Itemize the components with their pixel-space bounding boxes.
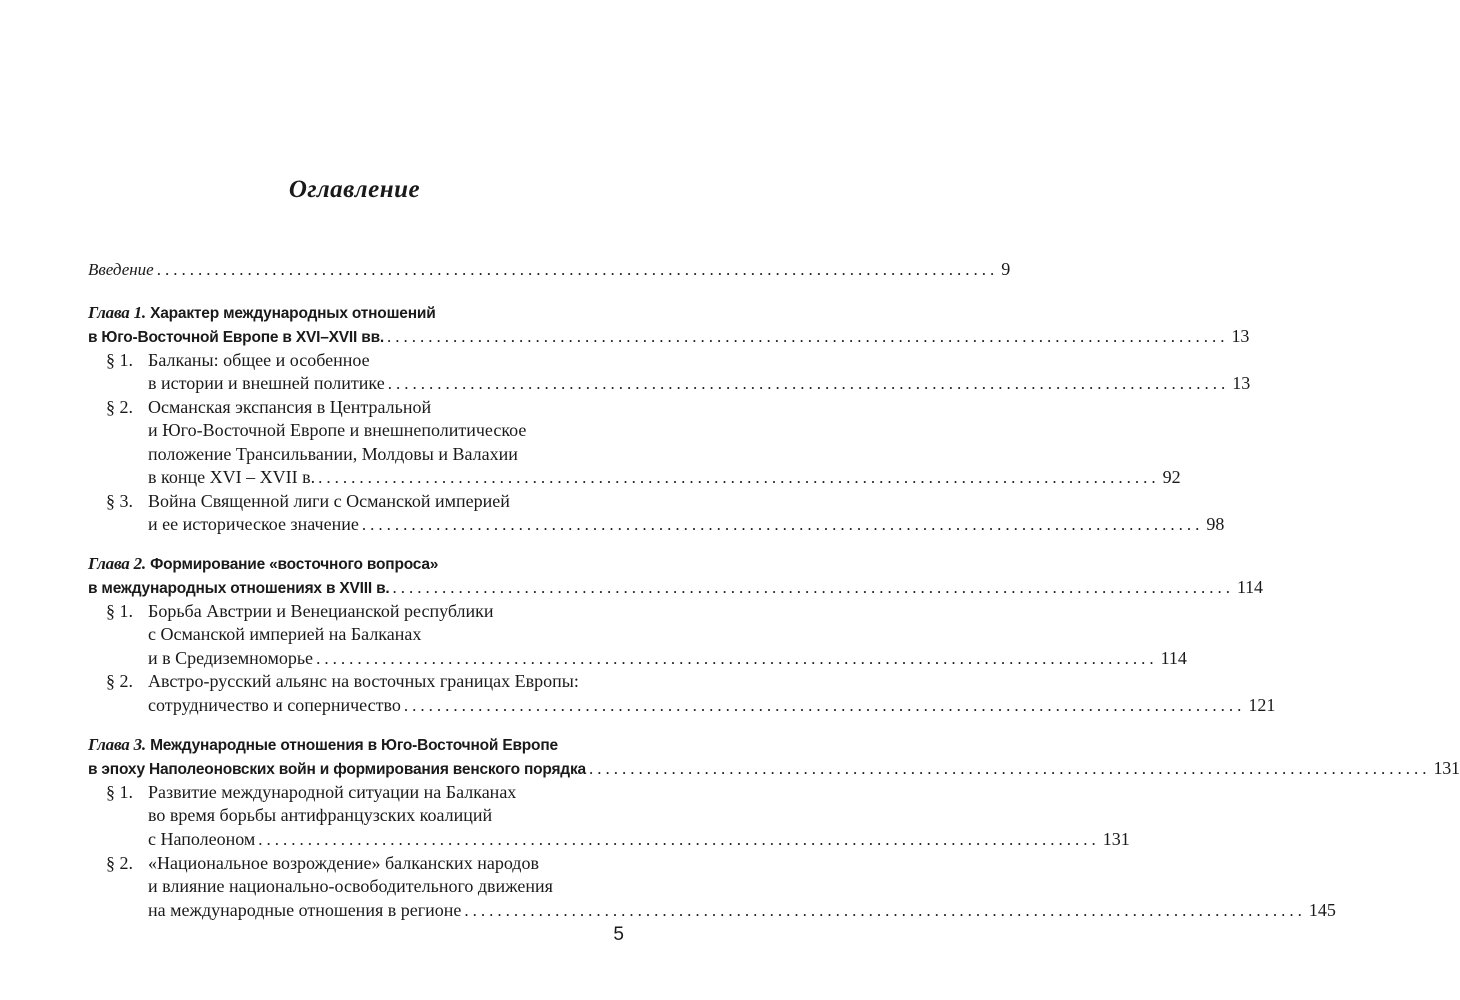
section-page: 114: [1160, 648, 1187, 668]
leader-dots: ......................................................................................................: [392, 578, 1235, 597]
section-line: в истории и внешней политике: [148, 373, 385, 393]
chapter-heading-end[interactable]: [88, 576, 1263, 598]
section-line: Османская экспансия в Центральной: [148, 397, 432, 417]
section-line-row: [148, 804, 625, 826]
section-entry-end[interactable]: [148, 372, 1251, 394]
toc-entry-label: Введение: [88, 260, 154, 279]
chapter-heading[interactable]: [88, 734, 625, 756]
chapter-label: Глава 3.: [88, 735, 146, 754]
section-entry-end[interactable]: [148, 647, 1187, 669]
chapter-heading-end[interactable]: [88, 757, 1460, 779]
section-line: Борьба Австрии и Венецианской республики: [148, 601, 494, 621]
section-entry[interactable]: [106, 349, 625, 371]
leader-dots: ......................................................................................................: [316, 649, 1158, 668]
chapter-page: 114: [1237, 577, 1263, 597]
section-page: 131: [1102, 829, 1130, 849]
section-number: § 1.: [106, 350, 133, 370]
section-entry[interactable]: [106, 600, 625, 622]
chapter-heading[interactable]: [88, 553, 625, 575]
section-number: § 1.: [106, 601, 133, 621]
section-entry[interactable]: [106, 490, 625, 512]
section-line: положение Трансильвании, Молдовы и Валахии: [148, 444, 518, 464]
section-line: Австро-русский альянс на восточных границах Европы:: [148, 671, 579, 691]
section-line: и влияние национально-освободительного движения: [148, 876, 553, 896]
chapter-heading[interactable]: [88, 302, 625, 324]
section-entry-end[interactable]: [148, 466, 1181, 488]
section-page: 92: [1162, 467, 1181, 487]
section-page: 145: [1308, 900, 1336, 920]
section-line: в конце XVI – XVII в.: [148, 467, 316, 487]
section-page: 13: [1232, 373, 1251, 393]
section-line: сотрудничество и соперничество: [148, 695, 401, 715]
section-entry[interactable]: [106, 396, 625, 418]
section-line-row: [148, 875, 625, 897]
chapter-title-line: Формирование «восточного вопроса»: [150, 556, 439, 573]
leader-dots: ......................................................................................................: [361, 515, 1204, 534]
leader-dots: ......................................................................................................: [464, 901, 1306, 920]
section-entry-end[interactable]: [148, 694, 1276, 716]
section-entry[interactable]: [106, 670, 625, 692]
chapter-title-line: Международные отношения в Юго-Восточной Европе: [150, 737, 558, 754]
section-entry-end[interactable]: [148, 899, 1336, 921]
chapter-title-line: в Юго-Восточной Европе в XVI–XVII вв.: [88, 329, 385, 346]
chapter-label: Глава 2.: [88, 554, 146, 573]
chapter-page: 13: [1231, 326, 1250, 346]
section-line: и в Средиземноморье: [148, 648, 314, 668]
section-line: с Османской империей на Балканах: [148, 624, 422, 644]
section-line: Война Священной лиги с Османской империей: [148, 491, 510, 511]
chapter-label: Глава 1.: [88, 303, 146, 322]
section-number: § 2.: [106, 671, 133, 691]
leader-dots: ......................................................................................................: [258, 830, 1100, 849]
chapter-title-line: Характер международных отношений: [150, 305, 436, 322]
section-number: § 2.: [106, 397, 133, 417]
section-entry[interactable]: [106, 852, 625, 874]
leader-dots: ......................................................................................................: [387, 327, 1229, 346]
section-line: во время борьбы антифранцузских коалиций: [148, 805, 493, 825]
chapter-title-line: в эпоху Наполеоновских войн и формирования венского порядка: [88, 761, 586, 778]
toc-entry-intro[interactable]: [88, 258, 1011, 280]
section-line: «Национальное возрождение» балканских народов: [148, 853, 539, 873]
section-page: 121: [1248, 695, 1276, 715]
section-line-row: [148, 419, 625, 441]
section-line: Развитие международной ситуации на Балканах: [148, 782, 517, 802]
section-number: § 1.: [106, 782, 133, 802]
section-line-row: [148, 623, 625, 645]
leader-dots: ......................................................................................................: [588, 759, 1431, 778]
section-line: и ее историческое значение: [148, 514, 359, 534]
section-number: § 3.: [106, 491, 133, 511]
section-line: с Наполеоном: [148, 829, 256, 849]
page-title: Оглавление: [288, 176, 421, 203]
leader-dots: ......................................................................................................: [318, 468, 1160, 487]
leader-dots: ......................................................................................................: [156, 260, 999, 279]
chapter-title-line: в международных отношениях в XVIII в.: [88, 580, 390, 597]
chapter-page: 131: [1433, 758, 1460, 778]
section-line-row: [148, 443, 625, 465]
section-line: на международные отношения в регионе: [148, 900, 462, 920]
chapter-heading-end[interactable]: [88, 325, 1250, 347]
section-page: 98: [1206, 514, 1225, 534]
section-entry[interactable]: [106, 781, 625, 803]
section-entry-end[interactable]: [148, 828, 1130, 850]
section-entry-end[interactable]: [148, 513, 1225, 535]
section-number: § 2.: [106, 853, 133, 873]
page-number: 5: [613, 924, 624, 945]
toc-entry-page: 9: [1001, 259, 1011, 279]
section-line: Балканы: общее и особенное: [148, 350, 370, 370]
section-line: и Юго-Восточной Европе и внешнеполитическое: [148, 420, 527, 440]
leader-dots: ......................................................................................................: [387, 374, 1230, 393]
leader-dots: ......................................................................................................: [403, 696, 1246, 715]
